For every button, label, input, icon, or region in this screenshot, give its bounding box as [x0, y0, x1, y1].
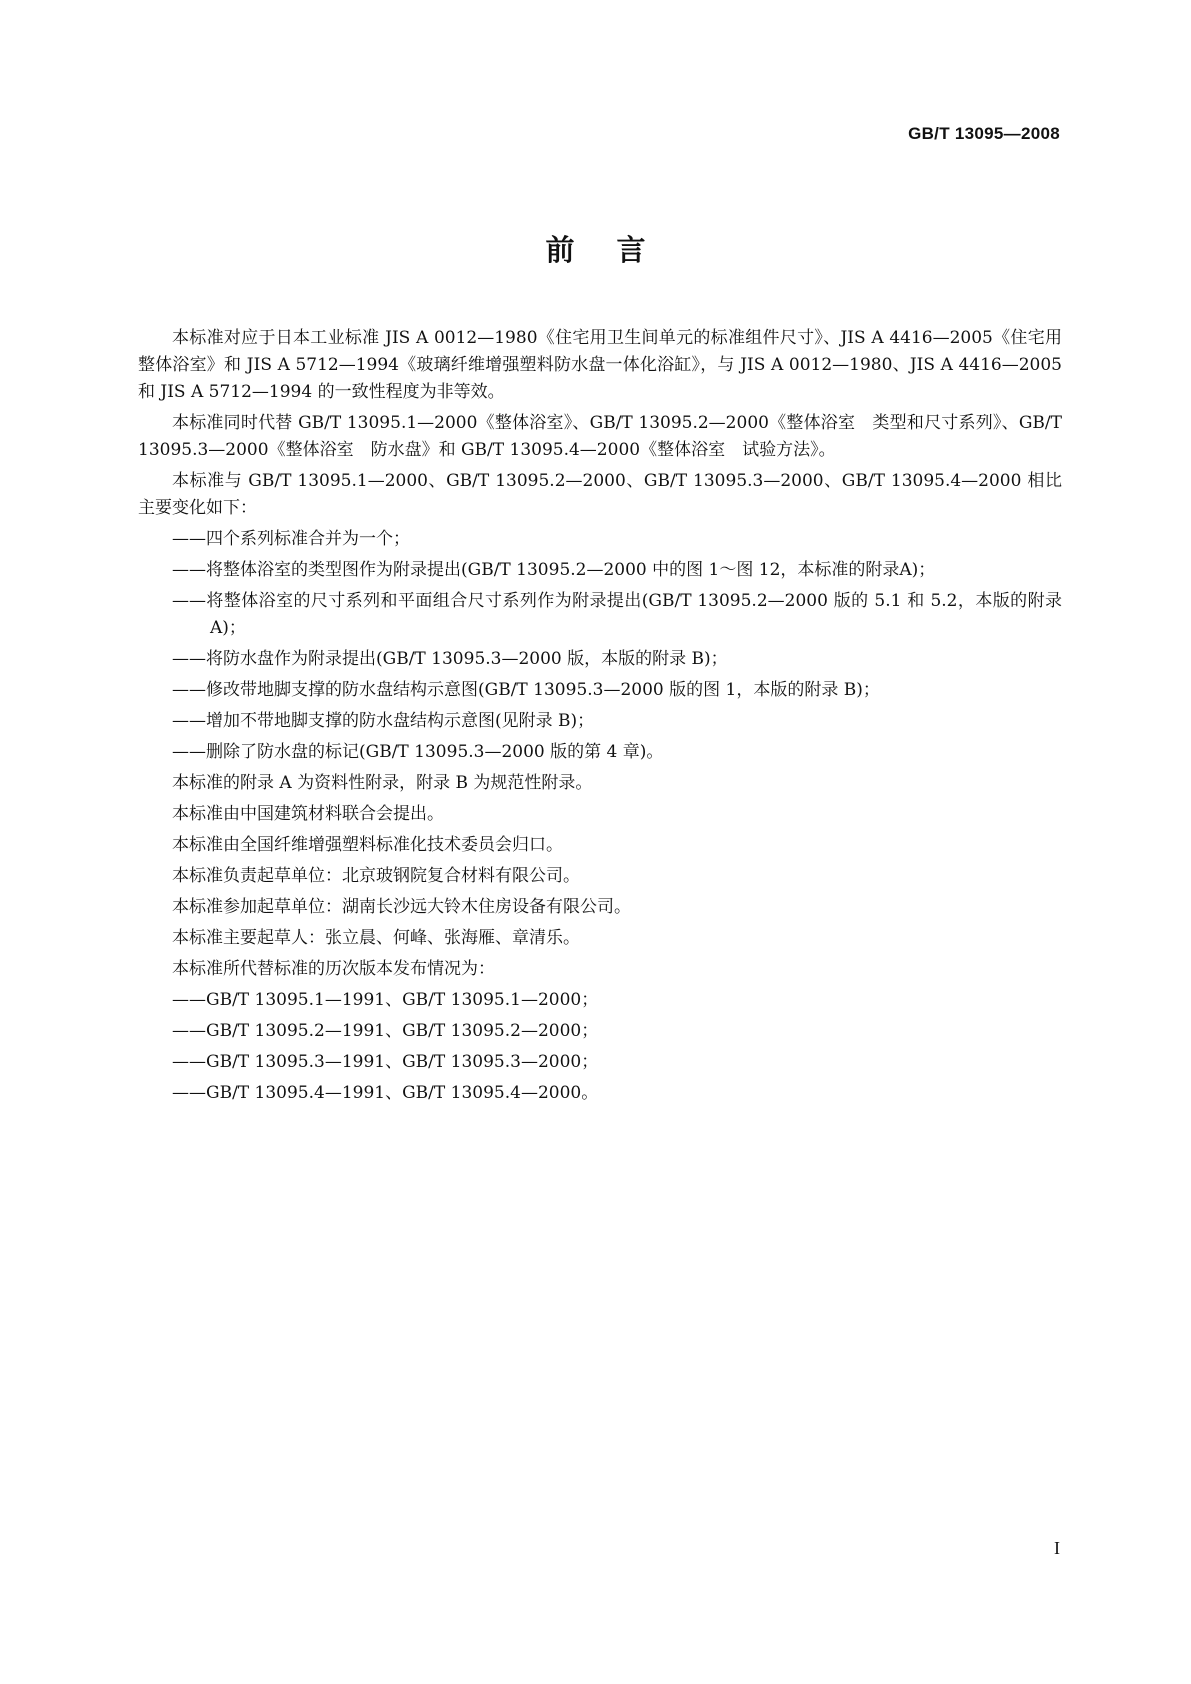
statement-participating-drafter: 本标准参加起草单位：湖南长沙远大铃木住房设备有限公司。: [172, 897, 631, 917]
list-item: ——删除了防水盘的标记(GB/T 13095.3—2000 版的第 4 章)。: [172, 742, 664, 762]
history-list: [138, 987, 1062, 1107]
list-item: ——四个系列标准合并为一个；: [172, 529, 410, 549]
statement-history-intro: 本标准所代替标准的历次版本发布情况为：: [172, 959, 495, 979]
foreword-body: [138, 325, 1062, 1111]
standard-number-header: GB/T 13095—2008: [908, 124, 1060, 143]
statement-committee: 本标准由全国纤维增强塑料标准化技术委员会归口。: [172, 835, 563, 855]
list-item: ——将整体浴室的尺寸系列和平面组合尺寸系列作为附录提出(GB/T 13095.2—2000 版的 5.1 和 5.2，本版的附录 A)；: [172, 591, 1062, 638]
statements-list: [138, 770, 1062, 983]
paragraph-replacement: 本标准同时代替 GB/T 13095.1—2000《整体浴室》、GB/T 13095.2—2000《整体浴室 类型和尺寸系列》、GB/T 13095.3—2000《整体浴室 防水盘》和 GB/T 13095.4—2000《整体浴室 试验方法》。: [138, 413, 1062, 460]
list-item: ——修改带地脚支撑的防水盘结构示意图(GB/T 13095.3—2000 版的图 1，本版的附录 B)；: [172, 680, 880, 700]
paragraph-changes-intro: 本标准与 GB/T 13095.1—2000、GB/T 13095.2—2000、GB/T 13095.3—2000、GB/T 13095.4—2000 相比主要变化如下：: [138, 471, 1062, 518]
statement-proposer: 本标准由中国建筑材料联合会提出。: [172, 804, 444, 824]
list-item: ——增加不带地脚支撑的防水盘结构示意图(见附录 B)；: [172, 711, 595, 731]
list-item: ——将整体浴室的类型图作为附录提出(GB/T 13095.2—2000 中的图 1～图 12，本标准的附录A)；: [172, 560, 936, 580]
page-title: 前言: [545, 233, 688, 267]
list-item: ——GB/T 13095.1—1991、GB/T 13095.1—2000；: [172, 990, 599, 1010]
changes-list: [138, 526, 1062, 766]
statement-lead-drafter: 本标准负责起草单位：北京玻钢院复合材料有限公司。: [172, 866, 580, 886]
list-item: ——GB/T 13095.4—1991、GB/T 13095.4—2000。: [172, 1083, 599, 1103]
list-item: ——将防水盘作为附录提出(GB/T 13095.3—2000 版，本版的附录 B)；: [172, 649, 728, 669]
statement-annexes: 本标准的附录 A 为资料性附录，附录 B 为规范性附录。: [172, 773, 593, 793]
paragraph-correspondence: 本标准对应于日本工业标准 JIS A 0012—1980《住宅用卫生间单元的标准组件尺寸》、JIS A 4416—2005《住宅用整体浴室》和 JIS A 5712—1994《玻璃纤维增强塑料防水盘一体化浴缸》，与 JIS A 0012—1980、JIS A 4416—2005 和 JIS A 5712—1994 的一致性程度为非等效。: [138, 328, 1062, 402]
list-item: ——GB/T 13095.2—1991、GB/T 13095.2—2000；: [172, 1021, 599, 1041]
page-number: I: [1054, 1538, 1060, 1558]
list-item: ——GB/T 13095.3—1991、GB/T 13095.3—2000；: [172, 1052, 599, 1072]
statement-main-drafters: 本标准主要起草人：张立晨、何峰、张海雁、章清乐。: [172, 928, 580, 948]
